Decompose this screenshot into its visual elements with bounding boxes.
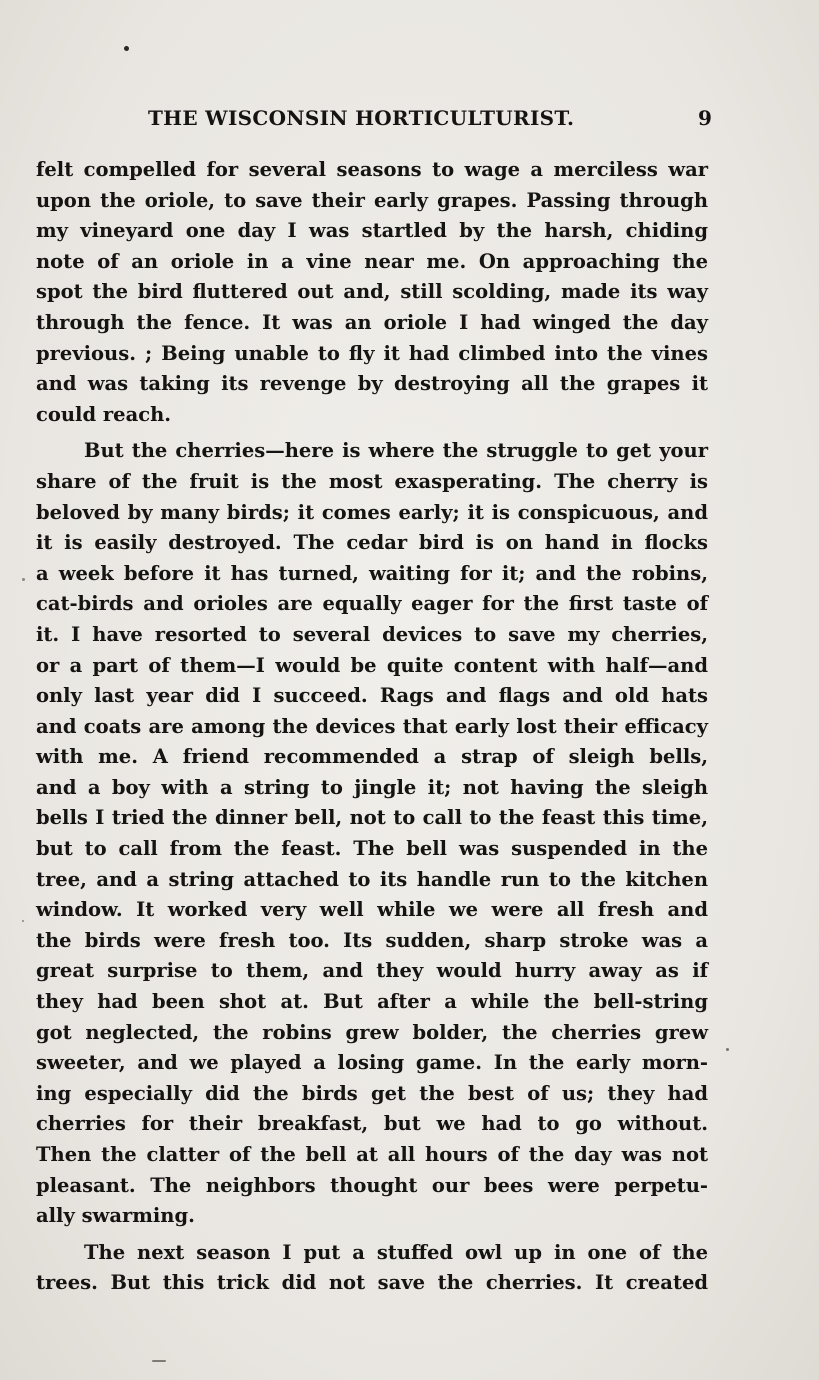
- text-line: could reach.: [36, 402, 172, 426]
- text-line: pleasant. The neighbors thought our bees were perpetu-: [36, 1173, 708, 1197]
- text-line: and coats are among the devices that early lost their efficacy: [36, 714, 708, 738]
- text-line: previous. ; Being unable to fly it had climbed into the vines: [36, 341, 708, 365]
- text-line: but to call from the feast. The bell was suspended in the: [36, 837, 708, 861]
- text-line: the birds were fresh too. Its sudden, sharp stroke was a: [36, 928, 708, 952]
- text-line: beloved by many birds; it comes early; it is conspicuous, and: [36, 500, 708, 524]
- text-line: through the fence. It was an oriole I had winged the day: [36, 310, 708, 334]
- page-number: 9: [698, 106, 712, 130]
- text-line: trees. But this trick did not save the cherries. It created: [36, 1271, 708, 1295]
- ink-speck: [152, 1360, 166, 1362]
- text-line: it. I have resorted to several devices to save my cherries,: [36, 622, 708, 646]
- paragraph: [36, 436, 708, 1231]
- text-line: only last year did I succeed. Rags and flags and old hats: [36, 684, 708, 708]
- text-line: sweeter, and we played a losing game. In the early morn-: [36, 1051, 708, 1075]
- text-line: got neglected, the robins grew bolder, the cherries grew: [36, 1020, 708, 1044]
- ink-speck: [726, 1048, 729, 1051]
- text-line: spot the bird fluttered out and, still scolding, made its way: [36, 280, 708, 304]
- text-line: felt compelled for several seasons to wage a merciless war: [36, 158, 708, 181]
- text-line: bells I tried the dinner bell, not to call to the feast this time,: [36, 806, 708, 830]
- body-text: [36, 155, 708, 1299]
- text-line: tree, and a string attached to its handle run to the kitchen: [36, 867, 708, 891]
- text-line: great surprise to them, and they would hurry away as if: [36, 959, 708, 983]
- paragraph: [36, 1238, 708, 1299]
- text-line: share of the fruit is the most exasperating. The cherry is: [36, 469, 708, 493]
- text-line: cherries for their breakfast, but we had to go without.: [36, 1112, 708, 1136]
- text-line: upon the oriole, to save their early grapes. Passing through: [36, 188, 708, 212]
- text-line: and a boy with a string to jingle it; not having the sleigh: [36, 775, 708, 799]
- text-line: it is easily destroyed. The cedar bird is on hand in flocks: [36, 531, 708, 555]
- ink-speck: [124, 46, 129, 51]
- text-line: a week before it has turned, waiting for it; and the robins,: [36, 561, 708, 585]
- text-line: Then the clatter of the bell at all hours of the day was not: [36, 1143, 708, 1166]
- page-header: [0, 106, 819, 136]
- ink-speck: [22, 578, 25, 581]
- text-line: they had been shot at. But after a while the bell-string: [36, 990, 708, 1014]
- ink-speck: [22, 920, 24, 922]
- text-line: The next season I put a stuffed owl up in one of the: [84, 1240, 708, 1264]
- text-line: But the cherries—here is where the struggle to get your: [84, 439, 708, 463]
- text-line: cat-birds and orioles are equally eager for the first taste of: [36, 592, 708, 616]
- text-line: with me. A friend recommended a strap of sleigh bells,: [36, 745, 708, 769]
- running-head: THE WISCONSIN HORTICULTURIST.: [148, 106, 575, 130]
- text-line: window. It worked very well while we were all fresh and: [36, 898, 708, 922]
- text-line: and was taking its revenge by destroying all the grapes it: [36, 372, 708, 396]
- text-line: or a part of them—I would be quite content with half—and: [36, 653, 708, 677]
- text-line: ally swarming.: [36, 1204, 195, 1228]
- text-line: note of an oriole in a vine near me. On approaching the: [36, 249, 708, 273]
- text-line: my vineyard one day I was startled by the harsh, chiding: [36, 219, 708, 243]
- paragraph: [36, 155, 708, 430]
- text-line: ing especially did the birds get the best of us; they had: [36, 1081, 708, 1105]
